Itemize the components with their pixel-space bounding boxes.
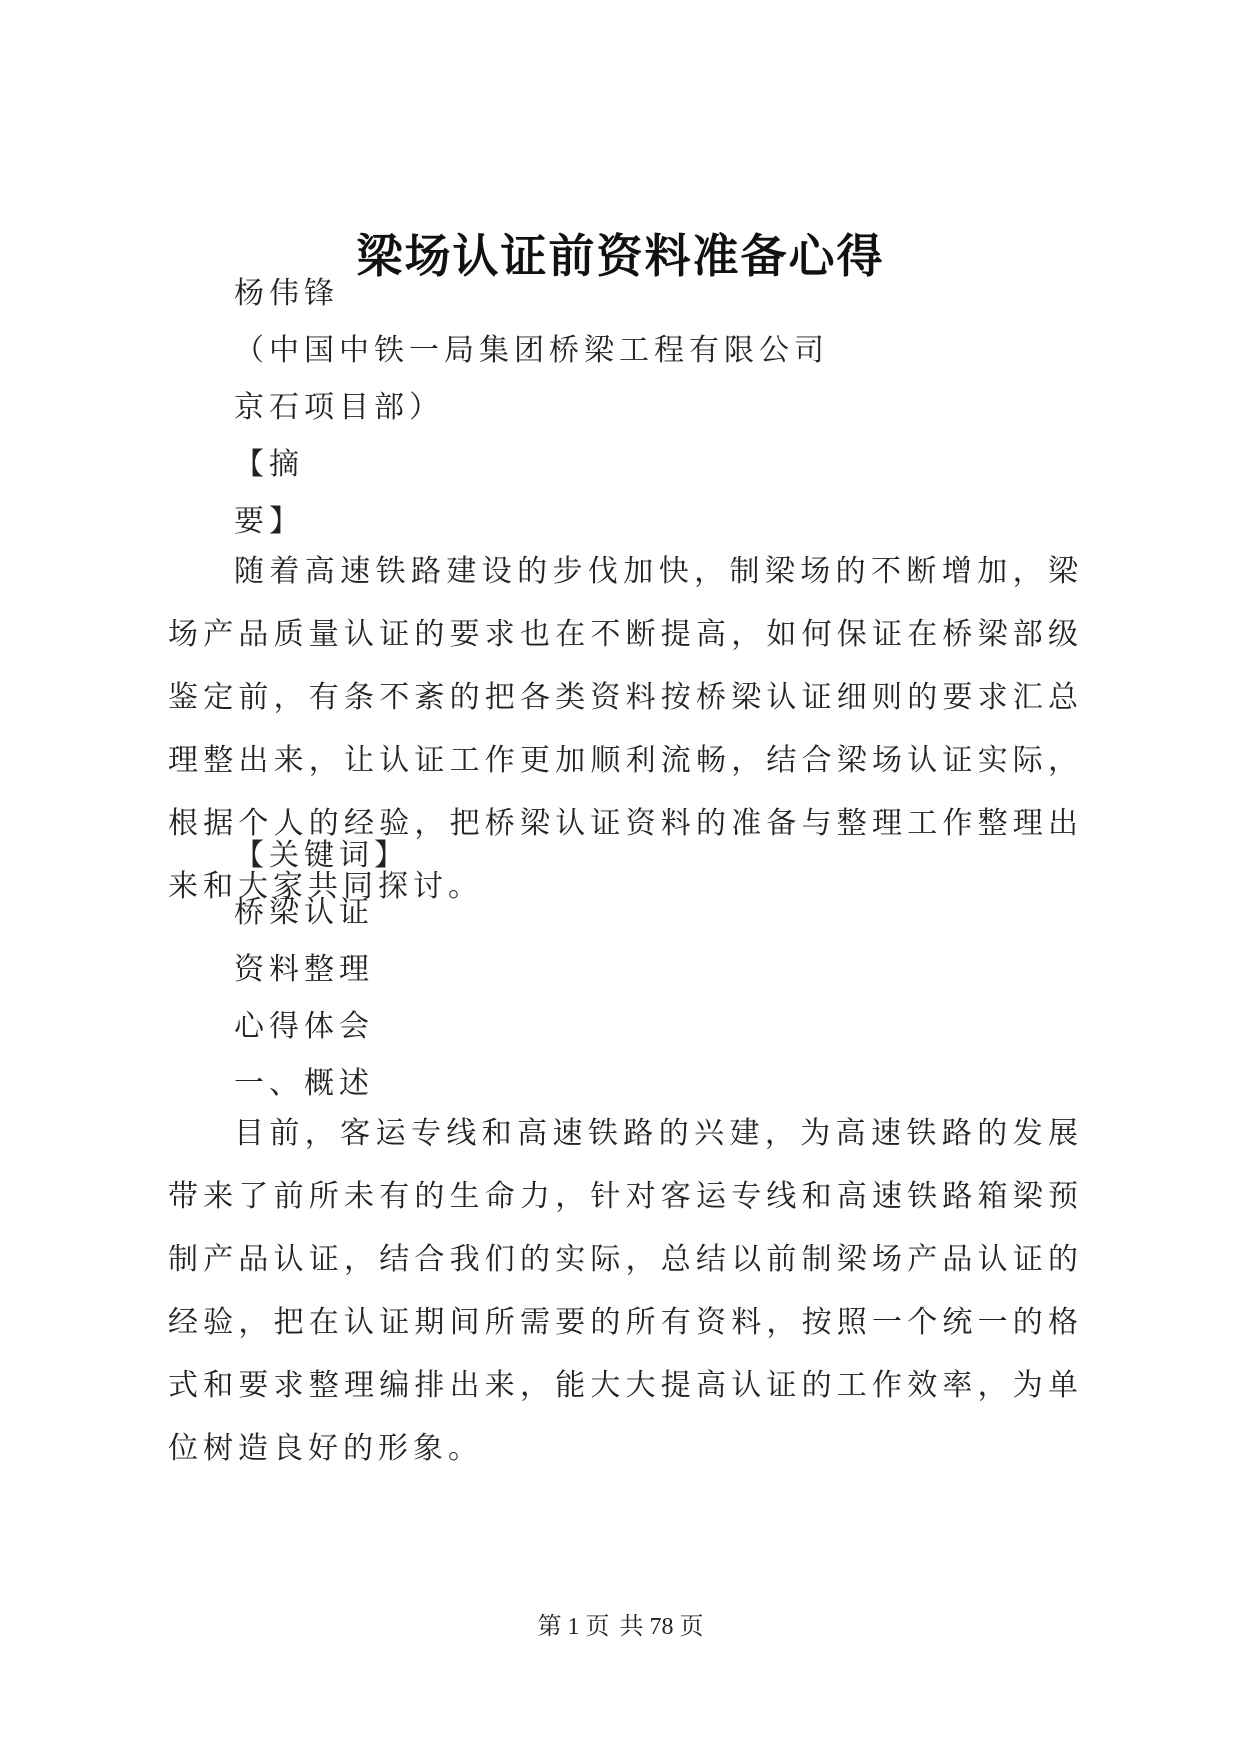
- affiliation-line-1: （中国中铁一局集团桥梁工程有限公司: [234, 333, 829, 368]
- section-heading: 一、概述: [234, 1066, 374, 1101]
- page-number: 第 1 页: [537, 1614, 610, 1640]
- page-footer: [0, 1606, 1241, 1641]
- abstract-text: 随着高速铁路建设的步伐加快，制梁场的不断增加，梁场产品质量认证的要求也在不断提高，如何保证在桥梁部级鉴定前，有条不紊的把各类资料按桥梁认证细则的要求汇总理整出来，让认证工作更加顺利流畅，结合梁场认证实际，根据个人的经验，把桥梁认证资料的准备与整理工作整理出来和大家共同探讨。: [168, 554, 1083, 904]
- keywords-label: 【关键词】: [234, 838, 409, 873]
- abstract-label-2: 要】: [234, 504, 304, 539]
- keyword-item: 桥梁认证: [234, 895, 374, 930]
- document-title: 梁场认证前资料准备心得: [356, 229, 885, 283]
- author-name: 杨伟锋: [234, 276, 339, 311]
- page-total: 共 78 页: [619, 1614, 704, 1640]
- affiliation-line-2: 京石项目部）: [234, 390, 444, 425]
- section-1-text: 目前，客运专线和高速铁路的兴建，为高速铁路的发展带来了前所未有的生命力，针对客运专线和高速铁路箱梁预制产品认证，结合我们的实际，总结以前制梁场产品认证的经验，把在认证期间所需要的所有资料，按照一个统一的格式和要求整理编排出来，能大大提高认证的工作效率，为单位树造良好的形象。: [168, 1116, 1083, 1466]
- abstract-label-1: 【摘: [234, 447, 304, 482]
- keyword-item: 心得体会: [234, 1009, 374, 1044]
- keyword-item: 资料整理: [234, 952, 374, 987]
